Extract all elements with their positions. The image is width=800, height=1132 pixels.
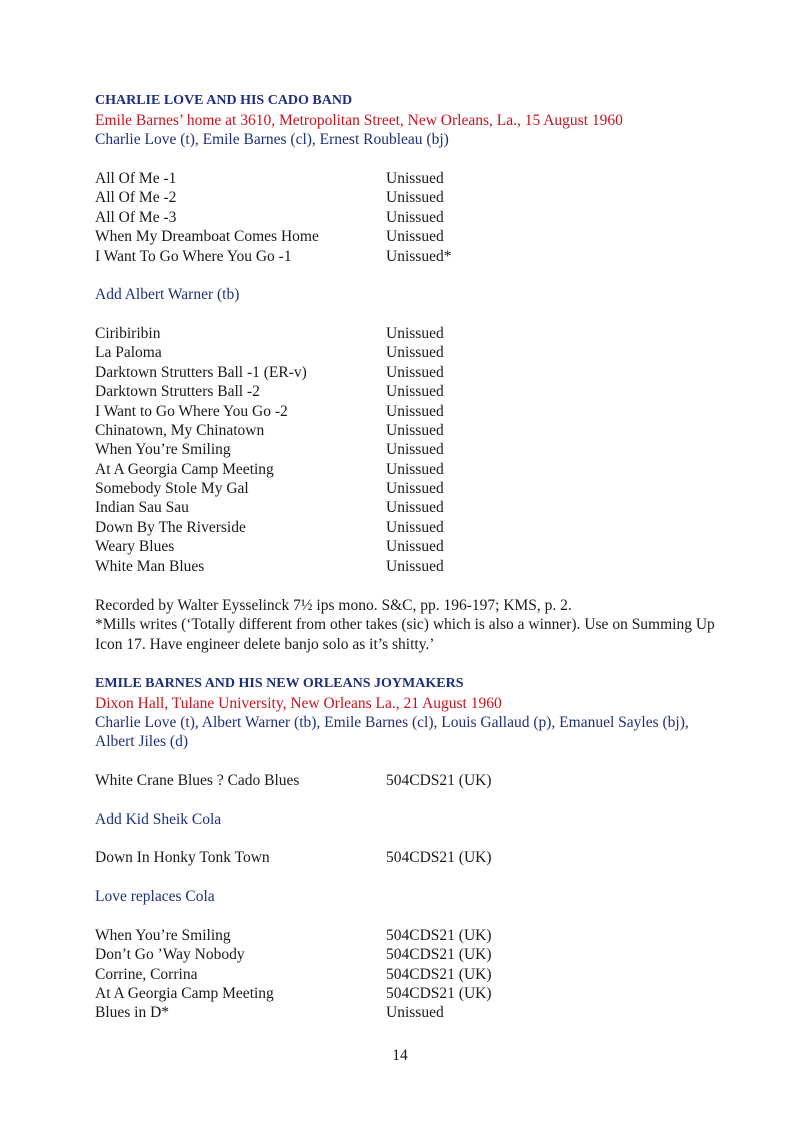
session2-track-list (95, 926, 715, 1023)
track-title: La Paloma (95, 344, 162, 362)
session2-add-note: Add Kid Sheik Cola (95, 810, 222, 828)
session1-mills-note: *Mills writes (‘Totally different from other takes (sic) which is also a winner). Use on Summing Up Icon 17. Have engineer delete banjo solo as it’s shitty.’ (95, 616, 715, 653)
track-issue: Unissued (386, 324, 444, 342)
track-row (95, 247, 715, 266)
discography-page (95, 91, 715, 1023)
session1-track-list-2 (95, 324, 715, 576)
track-issue: Unissued (386, 441, 444, 459)
track-row (95, 537, 715, 556)
track-row (95, 169, 715, 188)
track-issue: Unissued (386, 421, 444, 439)
track-title: Chinatown, My Chinatown (95, 421, 265, 439)
track-row (95, 324, 715, 343)
session1-recording-notes: Recorded by Walter Eysselinck 7½ ips mono. S&C, pp. 196-197; KMS, p. 2. (95, 596, 572, 614)
track-row (95, 363, 715, 382)
session1-band: CHARLIE LOVE AND HIS CADO BAND (95, 93, 353, 108)
track-title: Darktown Strutters Ball -1 (ER-v) (95, 363, 307, 381)
track-issue: Unissued (386, 228, 444, 246)
track-issue: Unissued (386, 363, 444, 381)
track-title: All Of Me -3 (95, 208, 177, 226)
track-title: Darktown Strutters Ball -2 (95, 383, 260, 401)
session2-personnel: Charlie Love (t), Albert Warner (tb), Emile Barnes (cl), Louis Gallaud (p), Emanuel Sayles (bj), Albert Jiles (d) (95, 713, 689, 751)
track-title: Down By The Riverside (95, 518, 246, 536)
track-issue: 504CDS21 (UK) (386, 946, 492, 964)
track-row (95, 343, 715, 362)
track-row (95, 421, 715, 440)
track-title: Somebody Stole My Gal (95, 480, 249, 498)
track-row (95, 848, 715, 867)
track-issue: Unissued (386, 480, 444, 498)
track-row (95, 440, 715, 459)
track-issue: Unissued (386, 557, 444, 575)
session2-place: Dixon Hall, Tulane University, New Orleans La., 21 August 1960 (95, 694, 502, 712)
track-issue: Unissued (386, 460, 444, 478)
session1-add-note: Add Albert Warner (tb) (95, 286, 240, 304)
track-issue: Unissued (386, 189, 444, 207)
track-issue: 504CDS21 (UK) (386, 772, 492, 790)
session1-personnel: Charlie Love (t), Emile Barnes (cl), Ernest Roubleau (bj) (95, 131, 449, 148)
track-row (95, 926, 715, 945)
track-title: All Of Me -2 (95, 189, 177, 207)
track-title: White Crane Blues ? Cado Blues (95, 772, 300, 790)
track-title: White Man Blues (95, 557, 205, 575)
track-row (95, 1003, 715, 1022)
track-row (95, 188, 715, 207)
track-title: All Of Me -1 (95, 170, 177, 187)
track-issue: Unissued (386, 538, 444, 556)
track-row (95, 498, 715, 517)
track-row (95, 479, 715, 498)
track-row (95, 402, 715, 421)
track-title: Corrine, Corrina (95, 965, 198, 983)
track-title: I Want to Go Where You Go -2 (95, 402, 288, 420)
track-row (95, 557, 715, 576)
track-issue: 504CDS21 (UK) (386, 984, 492, 1002)
track-title: Don’t Go ’Way Nobody (95, 946, 245, 964)
track-title: When My Dreamboat Comes Home (95, 228, 319, 246)
track-title: At A Georgia Camp Meeting (95, 460, 274, 478)
track-row (95, 771, 715, 790)
track-title: At A Georgia Camp Meeting (95, 984, 274, 1002)
track-title: When You’re Smiling (95, 441, 231, 459)
page-number: 14 (392, 1047, 408, 1064)
track-title: Weary Blues (95, 538, 175, 556)
track-issue: Unissued (386, 170, 444, 187)
track-issue: Unissued (386, 383, 444, 401)
track-title: Down In Honky Tonk Town (95, 849, 270, 867)
session1-track-list (95, 169, 715, 266)
track-issue: Unissued (386, 518, 444, 536)
track-title: When You’re Smiling (95, 926, 231, 944)
track-issue: Unissued (386, 499, 444, 517)
track-title: Ciribiribin (95, 324, 161, 342)
track-issue: Unissued (386, 344, 444, 362)
track-issue: Unissued (386, 1004, 444, 1022)
track-title: Blues in D* (95, 1004, 170, 1022)
session2-replace-note: Love replaces Cola (95, 888, 215, 906)
track-issue: Unissued* (386, 247, 452, 265)
track-row (95, 227, 715, 246)
track-row (95, 945, 715, 964)
track-issue: Unissued (386, 402, 444, 420)
track-row (95, 984, 715, 1003)
track-row (95, 460, 715, 479)
track-issue: 504CDS21 (UK) (386, 849, 492, 867)
session1-place: Emile Barnes’ home at 3610, Metropolitan Street, New Orleans, La., 15 August 1960 (95, 112, 623, 129)
track-row (95, 518, 715, 537)
track-row (95, 382, 715, 401)
track-issue: 504CDS21 (UK) (386, 965, 492, 983)
track-title: I Want To Go Where You Go -1 (95, 247, 292, 265)
session2-band: EMILE BARNES AND HIS NEW ORLEANS JOYMAKERS (95, 675, 464, 691)
track-row (95, 965, 715, 984)
track-row (95, 208, 715, 227)
track-issue: 504CDS21 (UK) (386, 926, 492, 944)
track-issue: Unissued (386, 208, 444, 226)
track-title: Indian Sau Sau (95, 499, 189, 517)
